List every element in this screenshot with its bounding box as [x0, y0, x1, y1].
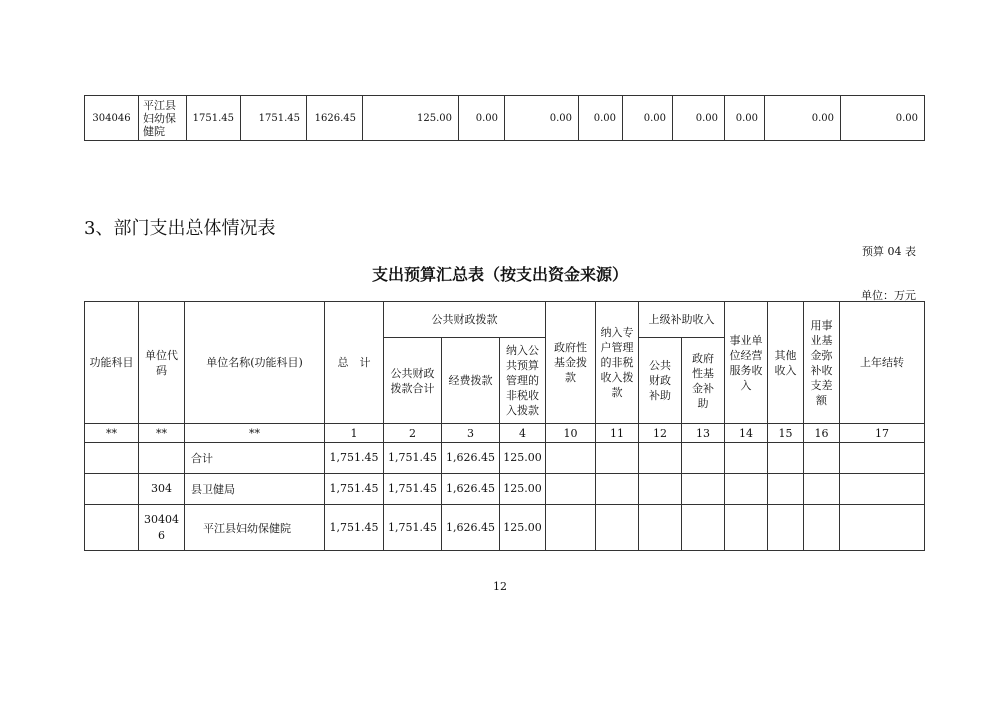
unit-label: 单位：万元	[861, 289, 916, 302]
expense-alloc-cell: 1,626.45	[442, 474, 500, 505]
table-row	[85, 96, 925, 141]
func-subject-cell	[85, 443, 139, 474]
value-cell: 0.00	[765, 96, 841, 141]
col-number: 4	[500, 424, 546, 443]
value-cell: 0.00	[623, 96, 673, 141]
header-total: 总 计	[325, 302, 384, 424]
page-number: 12	[493, 580, 507, 593]
form-code: 预算 04 表	[862, 245, 916, 258]
value-cell: 1751.45	[241, 96, 307, 141]
value-cell: 0.00	[459, 96, 505, 141]
total-cell: 1,751.45	[325, 443, 384, 474]
col-number: 15	[768, 424, 804, 443]
unit-code-cell: 304046	[139, 505, 185, 551]
col-number: 10	[546, 424, 596, 443]
nontax-alloc-cell: 125.00	[500, 505, 546, 551]
col-number: 1	[325, 424, 384, 443]
table-row	[85, 505, 925, 551]
unit-name: 平江县妇幼保健院	[139, 96, 187, 141]
value-cell: 0.00	[579, 96, 623, 141]
header-superior-subsidy: 上级补助收入	[639, 302, 725, 338]
col-number: 13	[682, 424, 725, 443]
total-cell: 1,751.45	[325, 505, 384, 551]
value-cell: 0.00	[841, 96, 925, 141]
header-nontax-alloc: 纳入公共预算管理的非税收入拨款	[500, 338, 546, 424]
continuation-table	[84, 95, 925, 141]
col-number: 17	[840, 424, 925, 443]
col-number: 12	[639, 424, 682, 443]
unit-code: 304046	[85, 96, 139, 141]
func-subject-cell	[85, 474, 139, 505]
public-finance-total-cell: 1,751.45	[384, 443, 442, 474]
col-number: **	[139, 424, 185, 443]
header-special-nontax: 纳入专户管理的非税收入拨款	[596, 302, 639, 424]
header-unit-code: 单位代码	[139, 302, 185, 424]
col-number: **	[85, 424, 139, 443]
table-row	[85, 443, 925, 474]
header-unit-name: 单位名称(功能科目)	[185, 302, 325, 424]
value-cell: 125.00	[363, 96, 459, 141]
header-func-subject: 功能科目	[85, 302, 139, 424]
expenditure-summary-table	[84, 301, 925, 551]
value-cell: 0.00	[725, 96, 765, 141]
public-finance-total-cell: 1,751.45	[384, 505, 442, 551]
col-number: 2	[384, 424, 442, 443]
header-other-income: 其他收入	[768, 302, 804, 424]
unit-code-cell	[139, 443, 185, 474]
col-number: 11	[596, 424, 639, 443]
value-cell: 1626.45	[307, 96, 363, 141]
value-cell: 0.00	[673, 96, 725, 141]
col-number: 16	[804, 424, 840, 443]
col-number: 14	[725, 424, 768, 443]
header-public-finance: 公共财政拨款	[384, 302, 546, 338]
nontax-alloc-cell: 125.00	[500, 474, 546, 505]
value-cell: 1751.45	[187, 96, 241, 141]
header-gov-fund: 政府性基金拨款	[546, 302, 596, 424]
unit-name-cell: 县卫健局	[185, 474, 325, 505]
expense-alloc-cell: 1,626.45	[442, 505, 500, 551]
col-number: 3	[442, 424, 500, 443]
unit-name-cell: 合计	[185, 443, 325, 474]
unit-code-cell: 304	[139, 474, 185, 505]
table-row	[85, 474, 925, 505]
col-number: **	[185, 424, 325, 443]
header-expense-alloc: 经费拨款	[442, 338, 500, 424]
header-last-year: 上年结转	[840, 302, 925, 424]
public-finance-total-cell: 1,751.45	[384, 474, 442, 505]
section-heading: 3、部门支出总体情况表	[84, 218, 276, 239]
expense-alloc-cell: 1,626.45	[442, 443, 500, 474]
unit-name-cell: 平江县妇幼保健院	[185, 505, 325, 551]
value-cell: 0.00	[505, 96, 579, 141]
header-fund-offset: 用事业基金弥补收支差额	[804, 302, 840, 424]
header-public-finance-total: 公共财政拨款合计	[384, 338, 442, 424]
total-cell: 1,751.45	[325, 474, 384, 505]
header-sup-gov-fund: 政府性基金补助	[682, 338, 725, 424]
header-business-income: 事业单位经营服务收入	[725, 302, 768, 424]
nontax-alloc-cell: 125.00	[500, 443, 546, 474]
header-sup-public: 公共财政补助	[639, 338, 682, 424]
column-number-row	[85, 424, 925, 443]
table-title: 支出预算汇总表（按支出资金来源）	[371, 265, 628, 284]
func-subject-cell	[85, 505, 139, 551]
